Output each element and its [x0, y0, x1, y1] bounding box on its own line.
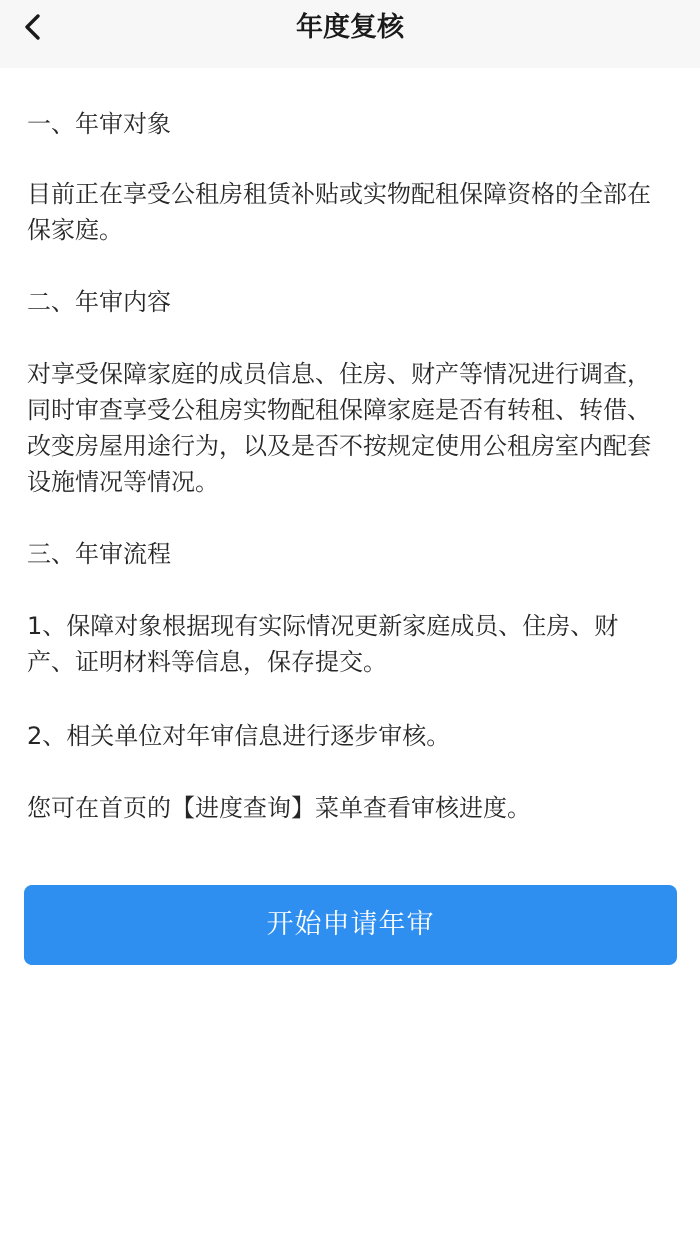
section3-heading: 三、年审流程 — [27, 540, 171, 568]
start-annual-review-button[interactable]: 开始申请年审 — [24, 885, 677, 965]
progress-note: 您可在首页的【进度查询】菜单查看审核进度。 — [27, 794, 531, 822]
top-bar — [0, 0, 700, 68]
section2-heading: 二、年审内容 — [27, 288, 171, 316]
step2-text: 2、相关单位对年审信息进行逐步审核。 — [27, 722, 451, 750]
page-title: 年度复核 — [296, 12, 404, 43]
section1-heading: 一、年审对象 — [27, 110, 171, 138]
section2-text: 对享受保障家庭的成员信息、住房、财产等情况进行调查，同时审查享受公租房实物配租保障家庭是否有转租、转借、改变房屋用途行为，以及是否不按规定使用公租房室内配套设施情况等情况。 — [27, 360, 651, 496]
step1-text: 1、保障对象根据现有实际情况更新家庭成员、住房、财产、证明材料等信息，保存提交。 — [27, 612, 619, 676]
section1-text: 目前正在享受公租房租赁补贴或实物配租保障资格的全部在保家庭。 — [27, 180, 651, 244]
